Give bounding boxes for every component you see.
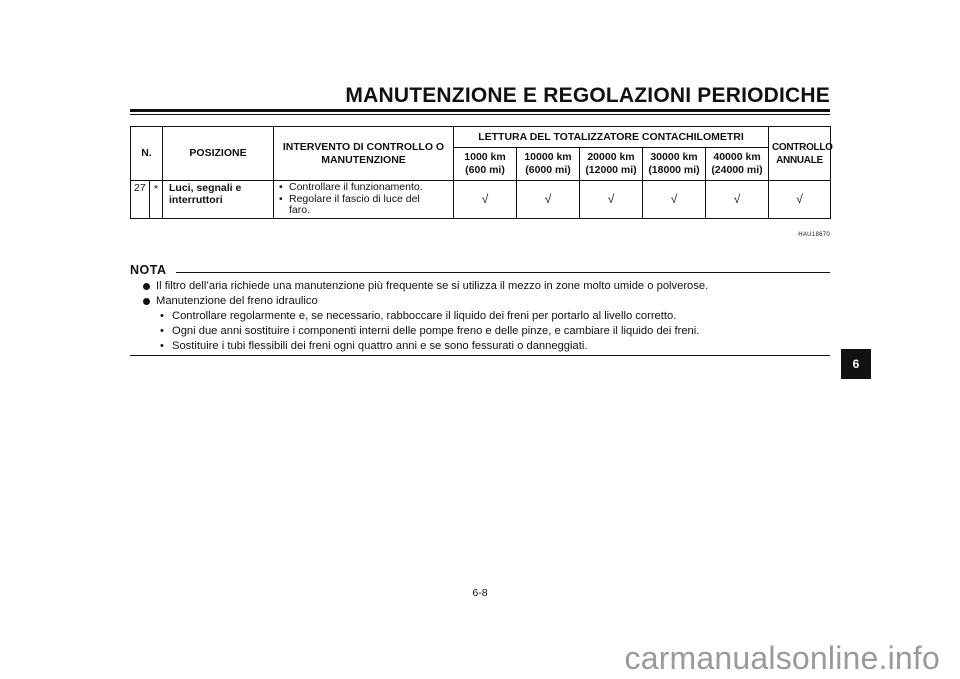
title-rule-thick — [130, 109, 830, 112]
interval-mi: (600 mi) — [465, 164, 505, 176]
nota-subitem: • Sostituire i tubi flessibili dei freni ogni quattro anni e se sono fessurati o danneggiati. — [130, 339, 830, 354]
nota-rule — [176, 272, 830, 273]
interval-mi: (6000 mi) — [525, 164, 571, 176]
interval-km: 20000 km — [587, 151, 635, 163]
watermark: carmanualsonline.info — [624, 640, 940, 676]
row-intervention — [274, 181, 454, 219]
header-position: POSIZIONE — [163, 127, 274, 181]
check-mark: √ — [454, 181, 517, 219]
header-odometer: LETTURA DEL TOTALIZZATORE CONTACHILOMETRI — [454, 127, 769, 148]
check-mark: √ — [769, 181, 831, 219]
intervention-item-line: faro. — [289, 204, 311, 216]
table-header-row — [131, 127, 831, 148]
nota-end-rule — [130, 355, 830, 356]
header-intervention-line1: INTERVENTO DI CONTROLLO O — [282, 140, 445, 153]
intervention-list — [277, 182, 450, 217]
header-annual-line2: ANNUALE — [776, 154, 823, 166]
nota-subitem: • Controllare regolarmente e, se necessario, rabboccare il liquido dei freni per portarlo al livello corretto. — [130, 309, 830, 324]
interval-header — [706, 148, 769, 181]
nota-item-text: Il filtro dell’aria richiede una manutenzione più frequente se si utilizza il mezzo in zone molto umide o polverose. — [156, 280, 709, 292]
nota-item — [130, 279, 830, 294]
title-rule-thin — [130, 114, 830, 115]
bullet-disc-icon — [143, 283, 150, 290]
interval-mi: (24000 mi) — [711, 164, 763, 176]
interval-header — [643, 148, 706, 181]
header-number: N. — [131, 127, 163, 181]
interval-header — [580, 148, 643, 181]
header-annual-check — [769, 127, 831, 181]
interval-header — [517, 148, 580, 181]
check-mark: √ — [517, 181, 580, 219]
intervention-item-line: Regolare il fascio di luce del — [289, 192, 420, 205]
interval-km: 1000 km — [464, 151, 506, 163]
bullet-disc-icon — [143, 298, 150, 305]
row-position — [163, 181, 274, 219]
nota-item — [130, 294, 830, 309]
nota-title: NOTA — [130, 263, 167, 277]
document-code: HAU18670 — [798, 232, 830, 238]
check-mark: √ — [580, 181, 643, 219]
header-annual-line1: CONTROLLO — [772, 141, 833, 153]
intervention-item: • Controllare il funzionamento. — [277, 182, 450, 194]
interval-km: 40000 km — [713, 151, 761, 163]
row-position-line2: interruttori — [169, 194, 223, 206]
intervention-item — [277, 194, 450, 217]
check-mark: √ — [706, 181, 769, 219]
nota-list — [130, 279, 830, 354]
interval-km: 30000 km — [650, 151, 698, 163]
nota-item-text: Manutenzione del freno idraulico — [156, 295, 318, 307]
check-mark: √ — [643, 181, 706, 219]
maintenance-table — [130, 126, 831, 219]
row-number: 27 — [131, 181, 150, 219]
interval-mi: (12000 mi) — [585, 164, 637, 176]
page-title: MANUTENZIONE E REGOLAZIONI PERIODICHE — [345, 84, 830, 107]
section-tab: 6 — [841, 349, 871, 379]
interval-header — [454, 148, 517, 181]
table-row — [131, 181, 831, 219]
row-mark: * — [150, 181, 163, 219]
header-intervention-line2: MANUTENZIONE — [321, 153, 406, 166]
interval-mi: (18000 mi) — [648, 164, 700, 176]
nota-subitem: • Ogni due anni sostituire i componenti interni delle pompe freno e delle pinze, e cambiare il liquido dei freni. — [130, 324, 830, 339]
page-number: 6-8 — [472, 587, 488, 599]
header-intervention — [274, 127, 454, 181]
row-position-line1: Luci, segnali e — [169, 182, 242, 194]
interval-km: 10000 km — [524, 151, 572, 163]
